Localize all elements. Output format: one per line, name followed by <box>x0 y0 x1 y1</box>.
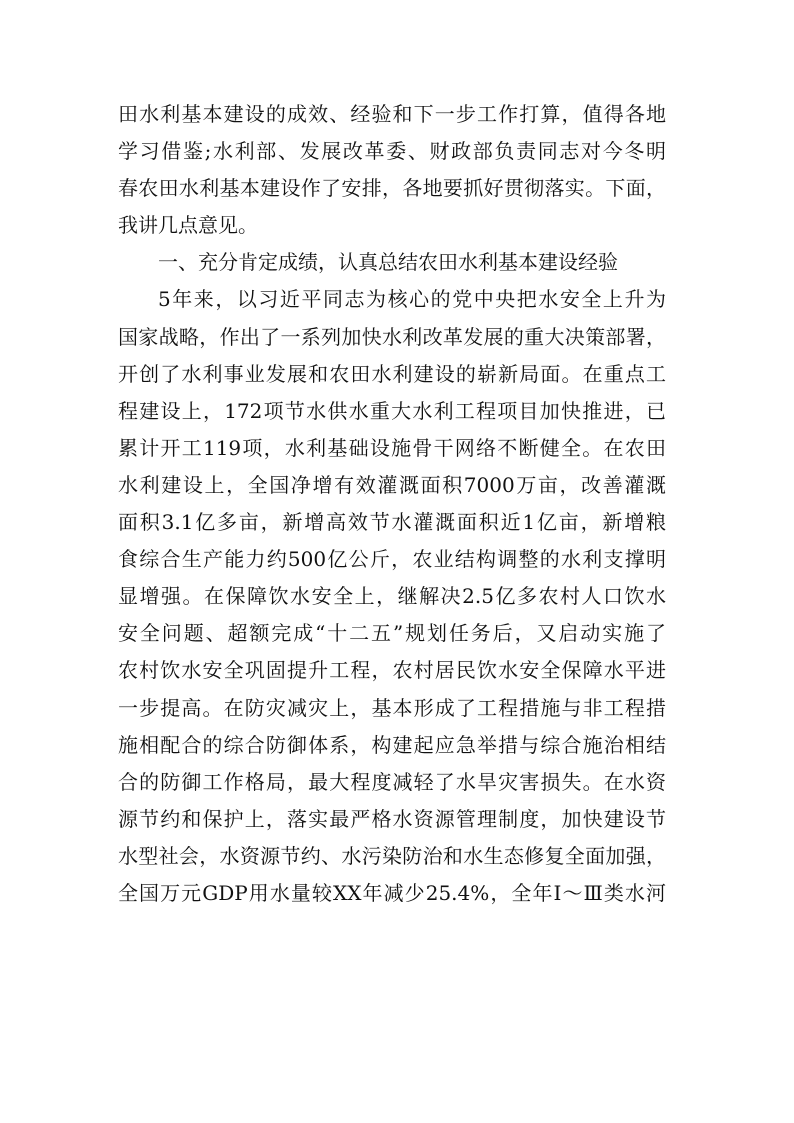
document-body <box>118 96 666 912</box>
text-line: 一、充分肯定成绩，认真总结农田水利基本建设经验 <box>158 250 618 275</box>
text-line: 显增强。在保障饮水安全上，继解决2.5亿多农村人口饮水 <box>118 584 666 609</box>
text-line: 水利建设上，全国净增有效灌溉面积7000万亩，改善灌溉 <box>118 472 666 497</box>
text-line: 全国万元GDP用水量较XX年减少25.4%，全年Ⅰ～Ⅲ类水河 <box>118 880 666 905</box>
text-line: 合的防御工作格局，最大程度减轻了水旱灾害损失。在水资 <box>118 769 666 794</box>
text-line: 累计开工119项，水利基础设施骨干网络不断健全。在农田 <box>118 435 666 460</box>
text-line: 开创了水利事业发展和农田水利建设的崭新局面。在重点工 <box>118 361 666 386</box>
text-line: 我讲几点意见。 <box>118 213 258 238</box>
section-heading <box>118 244 666 281</box>
text-line: 食综合生产能力约500亿公斤，农业结构调整的水利支撑明 <box>118 547 666 572</box>
text-line: 施相配合的综合防御体系，构建起应急举措与综合施治相结 <box>118 732 666 757</box>
text-line: 国家战略，作出了一系列加快水利改革发展的重大决策部署， <box>118 324 666 349</box>
text-line: 程建设上，172项节水供水重大水利工程项目加快推进，已 <box>118 398 666 423</box>
text-line: 水型社会，水资源节约、水污染防治和水生态修复全面加强， <box>118 843 666 868</box>
text-line: 源节约和保护上，落实最严格水资源管理制度，加快建设节 <box>118 806 666 831</box>
paragraph-intro <box>118 96 666 244</box>
paragraph-achievements <box>118 281 666 912</box>
text-line: 安全问题、超额完成“十二五”规划任务后，又启动实施了 <box>118 621 666 646</box>
text-line: 学习借鉴;水利部、发展改革委、财政部负责同志对今冬明 <box>118 139 666 164</box>
text-line: 面积3.1亿多亩，新增高效节水灌溉面积近1亿亩，新增粮 <box>118 510 666 535</box>
text-line: 春农田水利基本建设作了安排，各地要抓好贯彻落实。下面， <box>118 176 666 201</box>
text-line: 农村饮水安全巩固提升工程，农村居民饮水安全保障水平进 <box>118 658 666 683</box>
text-line: 一步提高。在防灾减灾上，基本形成了工程措施与非工程措 <box>118 695 666 720</box>
text-line: 田水利基本建设的成效、经验和下一步工作打算，值得各地 <box>118 102 666 126</box>
text-line: 5年来，以习近平同志为核心的党中央把水安全上升为 <box>158 287 666 312</box>
